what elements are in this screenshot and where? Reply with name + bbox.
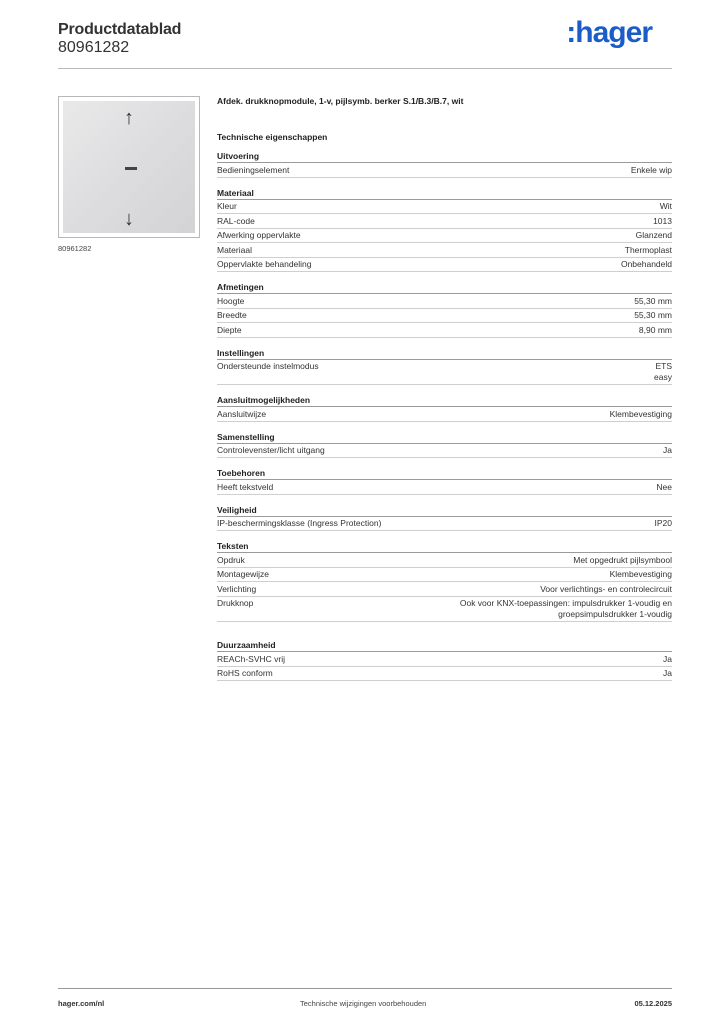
spec-row — [217, 407, 672, 422]
spec-value — [663, 668, 672, 679]
footer-website[interactable]: hager.com/nl — [58, 999, 105, 1008]
spec-row — [217, 258, 672, 273]
spec-value — [634, 310, 672, 321]
spec-row — [217, 667, 672, 682]
spec-label: Bedieningselement — [217, 164, 290, 175]
spec-label: RAL-code — [217, 215, 255, 226]
document-number: 80961282 — [58, 39, 130, 56]
arrow-down-icon: ↓ — [124, 208, 134, 230]
spec-label: Verlichting — [217, 583, 257, 594]
spec-value — [625, 245, 672, 256]
spec-row — [217, 229, 672, 244]
spec-groups — [217, 151, 672, 681]
spec-row — [217, 480, 672, 495]
spec-group-title: Toebehoren — [217, 468, 672, 480]
spec-group-title: Afmetingen — [217, 282, 672, 294]
spec-label: Hoogte — [217, 295, 245, 306]
spec-value — [639, 325, 672, 336]
spec-value-line: ETS — [655, 361, 672, 371]
spec-label: Aansluitwijze — [217, 408, 267, 419]
spec-label: RoHS conform — [217, 668, 273, 678]
page-header — [58, 16, 672, 69]
spec-value-line: Klembevestiging — [609, 408, 672, 419]
spec-value — [653, 216, 672, 227]
spec-label: Diepte — [217, 324, 242, 335]
spec-value-line: Wit — [659, 201, 672, 211]
hager-logo: :hager — [566, 16, 652, 49]
spec-value-line: 55,30 mm — [634, 310, 672, 320]
spec-group-title: Teksten — [217, 541, 672, 553]
logo-text: hager — [575, 16, 652, 49]
spec-value — [636, 230, 672, 241]
spec-label: IP-beschermingsklasse (Ingress Protection) — [217, 518, 382, 528]
spec-value — [610, 409, 672, 420]
spec-value — [660, 201, 672, 212]
spec-label: Afwerking oppervlakte — [217, 230, 301, 240]
spec-label: Opdruk — [217, 554, 245, 565]
specifications — [217, 96, 672, 691]
spec-value-line: 8,90 mm — [638, 324, 672, 335]
spec-value-line: Met opgedrukt pijlsymbool — [573, 554, 672, 565]
spec-value — [663, 445, 672, 456]
spec-value-line: IP20 — [654, 518, 672, 528]
spec-value-line: 1013 — [653, 215, 672, 226]
spec-label: Controlevenster/licht uitgang — [217, 445, 325, 455]
footer-disclaimer: Technische wijzigingen voorbehouden — [300, 999, 427, 1008]
spec-value — [655, 518, 673, 529]
spec-row — [217, 582, 672, 597]
spec-row — [217, 214, 672, 229]
spec-label: REACh-SVHC vrij — [217, 653, 286, 664]
spec-group — [217, 151, 672, 178]
spec-row — [217, 163, 672, 178]
spec-row — [217, 568, 672, 583]
spec-value-line: Thermoplast — [624, 244, 672, 255]
spec-group — [217, 282, 672, 338]
spec-value — [654, 361, 672, 383]
spec-group — [217, 432, 672, 459]
spec-value-line: groepsimpulsdrukker 1-voudig — [558, 609, 672, 619]
arrow-up-icon: ↑ — [124, 107, 134, 129]
spec-value-line: Enkele wip — [630, 164, 672, 175]
product-plate — [63, 101, 195, 233]
spec-group-title: Aansluitmogelijkheden — [217, 395, 672, 407]
product-description: Afdek. drukknopmodule, 1-v, pijlsymb. berker S.1/B.3/B.7, wit — [217, 96, 464, 106]
spec-group-title: Instellingen — [217, 348, 672, 360]
spec-label: Materiaal — [217, 244, 252, 255]
product-image — [58, 96, 200, 238]
spec-row — [217, 444, 672, 459]
spec-group — [217, 395, 672, 422]
spec-value — [460, 598, 672, 620]
led-indicator — [125, 167, 137, 170]
spec-value-line: Ja — [663, 445, 672, 455]
spec-label: Heeft tekstveld — [217, 481, 274, 492]
image-caption: 80961282 — [58, 244, 92, 253]
spec-value-line: Ja — [663, 653, 672, 664]
spec-value — [573, 555, 672, 566]
spec-group — [217, 348, 672, 386]
spec-value — [663, 654, 672, 665]
spec-value — [610, 569, 672, 580]
spec-row — [217, 323, 672, 338]
spec-row — [217, 360, 672, 386]
spec-group — [217, 468, 672, 495]
spec-value-line: Nee — [656, 481, 672, 492]
spec-group — [217, 541, 672, 622]
spec-row — [217, 517, 672, 532]
spec-label: Ondersteunde instelmodus — [217, 361, 319, 371]
spec-value-line: Voor verlichtings- en controlecircuit — [540, 583, 672, 594]
spec-row — [217, 652, 672, 667]
spec-group — [217, 640, 672, 681]
spec-row — [217, 597, 672, 623]
spec-group-title: Duurzaamheid — [217, 640, 672, 652]
spec-value — [631, 165, 672, 176]
footer-date: 05.12.2025 — [634, 999, 672, 1008]
spec-row — [217, 200, 672, 215]
spec-group-title: Materiaal — [217, 188, 672, 200]
spec-group-title: Samenstelling — [217, 432, 672, 444]
spec-value-line: 55,30 mm — [634, 295, 672, 306]
spec-label: Drukknop — [217, 598, 254, 608]
spec-value — [540, 584, 672, 595]
spec-group — [217, 188, 672, 273]
spec-row — [217, 243, 672, 258]
spec-value-line: Ja — [663, 668, 672, 678]
spec-label: Kleur — [217, 201, 237, 211]
section-heading: Technische eigenschappen — [217, 132, 328, 142]
spec-row — [217, 309, 672, 324]
spec-group-title: Uitvoering — [217, 151, 672, 163]
spec-value-line: easy — [654, 372, 672, 382]
spec-row — [217, 553, 672, 568]
spec-group — [217, 505, 672, 532]
spec-value-line: Klembevestiging — [609, 569, 672, 579]
spec-value — [634, 296, 672, 307]
spec-value-line: Onbehandeld — [620, 259, 672, 269]
spec-group-title: Veiligheid — [217, 505, 672, 517]
spec-label: Breedte — [217, 310, 247, 320]
spec-label: Oppervlakte behandeling — [217, 259, 312, 269]
page-footer — [58, 988, 672, 1008]
spec-value — [656, 482, 672, 493]
spec-value-line: Ook voor KNX-toepassingen: impulsdrukker 1-voudig en — [459, 598, 672, 608]
spec-row — [217, 294, 672, 309]
spec-label: Montagewijze — [217, 569, 269, 579]
spec-value-line: Glanzend — [635, 230, 672, 240]
spec-value — [621, 259, 672, 270]
document-title: Productdatablad — [58, 21, 182, 38]
